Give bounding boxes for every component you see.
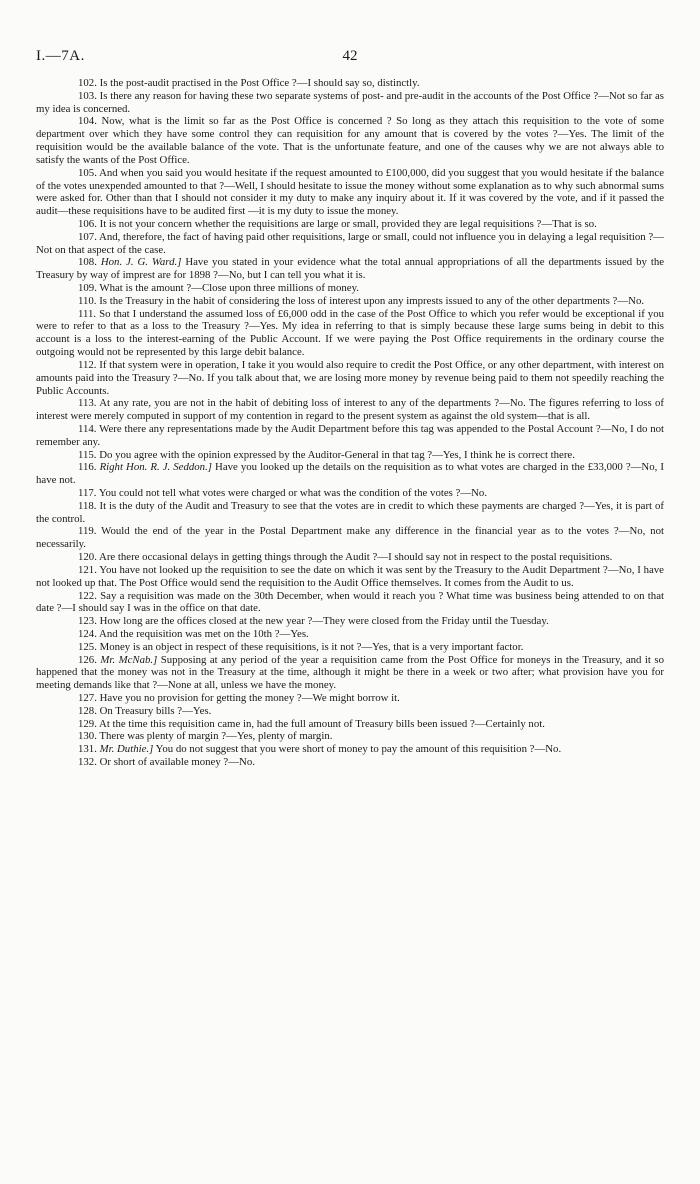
question-paragraph (36, 256, 664, 282)
question-text: How long are the offices closed at the new year ?—They were closed from the Friday until the Tuesday. (99, 615, 549, 628)
question-text: It is not your concern whether the requisitions are large or small, provided they are legal requisitions ?—That is so. (99, 217, 597, 230)
question-paragraph (36, 231, 664, 257)
question-number: 126. (78, 653, 97, 666)
question-text: Or short of available money ?—No. (99, 756, 255, 769)
question-number: 109. (78, 282, 97, 294)
question-number: 122. (78, 589, 97, 602)
question-number: 131. (78, 743, 97, 756)
question-number: 104. (78, 115, 97, 128)
question-paragraph (36, 525, 664, 551)
question-text: Have you looked up the details on the requisition as to what votes are charged in the £33,000 ?—No, I have not. (36, 461, 664, 487)
question-text: Have you stated in your evidence what the total annual appropriations of all the departments issued by the Treasury by way of imprest are for 1898 ?—No, but I can tell you what it is. (36, 256, 665, 282)
question-text: Now, what is the limit so far as the Post Office is concerned ? So long as they attach this requisition to the vote of some department over which they have some control they can requisition for any amount that is covered by the votes ?—Yes. The limit of the requisition would be the available balance of the vote. That is the unfortunate feature, and one of the causes why we are not always able to satisfy the wants of the Post Office. (36, 115, 664, 166)
question-paragraph (36, 308, 664, 359)
question-number: 123. (78, 615, 97, 628)
question-text: You have not looked up the requisition to see the date on which it was sent by the Treasury to the Audit Department ?—No, I have not looked up that. The Post Office would send the requisition to the Audit Office themselves. It comes from the Audit to us. (36, 563, 664, 589)
question-text: Do you agree with the opinion expressed by the Auditor-General in that tag ?—Yes, I think he is correct there. (99, 448, 575, 461)
question-text: On Treasury bills ?—Yes. (99, 704, 212, 717)
question-number: 111. (78, 307, 97, 320)
question-paragraph (36, 654, 664, 692)
question-paragraph (36, 77, 664, 90)
question-paragraph (36, 397, 664, 423)
speaker-name: Right Hon. R. J. Seddon.] (99, 461, 212, 474)
question-paragraph (36, 641, 664, 654)
question-text: Supposing at any period of the year a requisition came from the Post Office for moneys in the Treasury, and it so happened that the money was not in the Treasury at the time, although it might be there in a week or two after; what provision have you for meeting demands like that ?—None at all, unless we have the money. (36, 653, 664, 692)
question-text: You do not suggest that you were short of money to pay the amount of this requisition ?—No. (155, 743, 562, 756)
evidence-body (36, 77, 664, 769)
question-paragraph (36, 718, 664, 731)
question-number: 106. (78, 217, 97, 230)
question-number: 118. (78, 499, 97, 512)
question-number: 102. (78, 77, 97, 89)
question-paragraph (36, 551, 664, 564)
question-number: 105. (78, 166, 97, 179)
question-paragraph (36, 167, 664, 218)
question-text: Is the post-audit practised in the Post Office ?—I should say so, distinctly. (99, 77, 420, 89)
question-number: 129. (78, 717, 97, 730)
question-paragraph (36, 730, 664, 743)
question-number: 116. (78, 461, 97, 474)
question-number: 128. (78, 704, 97, 717)
speaker-name: Mr. Duthie.] (99, 743, 154, 756)
question-number: 103. (78, 89, 97, 102)
question-number: 112. (78, 358, 97, 371)
question-text: Would the end of the year in the Postal Department make any difference in the financial year as to the votes ?—No, not necessarily. (36, 525, 664, 551)
question-text: If that system were in operation, I take it you would also require to credit the Post Office, or any other department, with interest on amounts paid into the Treasury ?—No. If you talk about that, we are losing more money by revenue being paid to them not speedily reaching the Public Accounts. (36, 358, 664, 397)
question-text: It is the duty of the Audit and Treasury to see that the votes are in credit to which these payments are charged ?—Yes, it is part of the control. (36, 499, 664, 525)
question-text: And the requisition was met on the 10th ?—Yes. (99, 627, 309, 640)
question-text: Were there any representations made by the Audit Department before this tag was appended to the Postal Account ?—No, I do not remember any. (36, 422, 664, 448)
question-paragraph (36, 359, 664, 397)
question-paragraph (36, 423, 664, 449)
question-number: 114. (78, 422, 97, 435)
question-text: Is the Treasury in the habit of considering the loss of interest upon any imprests issued to any of the other departments ?—No. (99, 294, 645, 307)
question-number: 113. (78, 397, 97, 410)
question-number: 117. (78, 487, 97, 499)
question-paragraph (36, 743, 664, 756)
question-paragraph (36, 615, 664, 628)
question-paragraph (36, 295, 664, 308)
question-paragraph (36, 461, 664, 487)
question-paragraph (36, 628, 664, 641)
question-number: 121. (78, 563, 97, 576)
question-paragraph (36, 590, 664, 616)
question-text: Is there any reason for having these two separate systems of post- and pre-audit in the accounts of the Post Office ?—Not so far as my idea is concerned. (36, 89, 664, 115)
question-text: You could not tell what votes were charged or what was the condition of the votes ?—No. (98, 487, 488, 499)
question-number: 108. (78, 256, 97, 269)
question-text: Say a requisition was made on the 30th December, when would it reach you ? What time was business being attended to on that date ?—I should say I was in the office on that date. (36, 589, 664, 615)
question-number: 120. (78, 551, 97, 564)
question-paragraph (36, 500, 664, 526)
question-number: 125. (78, 640, 97, 653)
question-paragraph (36, 692, 664, 705)
question-text: Have you no provision for getting the money ?—We might borrow it. (99, 692, 400, 704)
question-paragraph (36, 487, 664, 500)
question-text: So that I understand the assumed loss of £6,000 odd in the case of the Post Office to which you refer would be exceptional if you were to refer to that as a loss to the Treasury ?—Yes. My idea in referring to that is simply because these large sums being in debit to this account is a loss to the interest-earning of the Public Account. If we were paying the Post Office requirements in the ordinary course the outgoing would not be represented by this large debit balance. (36, 307, 665, 359)
question-text: At any rate, you are not in the habit of debiting loss of interest to any of the departments ?—No. The figures referring to loss of interest were merely computed in support of my contention in regard to the present system as against the old system—that is all. (36, 397, 664, 423)
question-paragraph (36, 564, 664, 590)
question-text: Money is an object in respect of these requisitions, is it not ?—Yes, that is a very important factor. (99, 640, 524, 653)
question-number: 127. (78, 692, 97, 704)
question-number: 119. (78, 525, 97, 538)
question-number: 110. (78, 294, 97, 307)
speaker-name: Hon. J. G. Ward.] (100, 256, 182, 269)
question-text: At the time this requisition came in, had the full amount of Treasury bills been issued ?—Certainly not. (99, 717, 545, 730)
question-paragraph (36, 705, 664, 718)
question-paragraph (36, 115, 664, 166)
question-number: 130. (78, 730, 97, 743)
question-text: And, therefore, the fact of having paid other requisitions, large or small, could not influence you in delaying a legal requisition ?—Not on that aspect of the case. (36, 230, 664, 256)
question-number: 107. (78, 230, 97, 243)
question-paragraph (36, 756, 664, 769)
question-paragraph (36, 449, 664, 462)
question-paragraph (36, 282, 664, 295)
question-number: 115. (78, 448, 97, 461)
question-number: 124. (78, 627, 97, 640)
question-text: What is the amount ?—Close upon three millions of money. (99, 282, 360, 294)
question-paragraph (36, 218, 664, 231)
question-text: And when you said you would hesitate if the request amounted to £100,000, did you suggest that you would hesitate if the balance of the votes unexpended amounted to that ?—Well, I should hesitate to issue the money without some explanation as to why such abnormal sums were asked for. Other than that I should not consider it my duty to make any inquiry about it. If it was covered by the vote, and if it passed the audit—these requisitions have to be audited first —it is my duty to issue the money. (36, 166, 664, 218)
question-number: 132. (78, 756, 97, 769)
question-paragraph (36, 90, 664, 116)
page-number: 42 (342, 48, 358, 64)
page-header (36, 38, 664, 70)
speaker-name: Mr. McNab.] (100, 653, 158, 666)
question-text: Are there occasional delays in getting things through the Audit ?—I should say not in respect to the postal requisitions. (99, 551, 613, 564)
question-text: There was plenty of margin ?—Yes, plenty of margin. (99, 730, 333, 743)
document-reference: I.—7A. (36, 48, 85, 64)
